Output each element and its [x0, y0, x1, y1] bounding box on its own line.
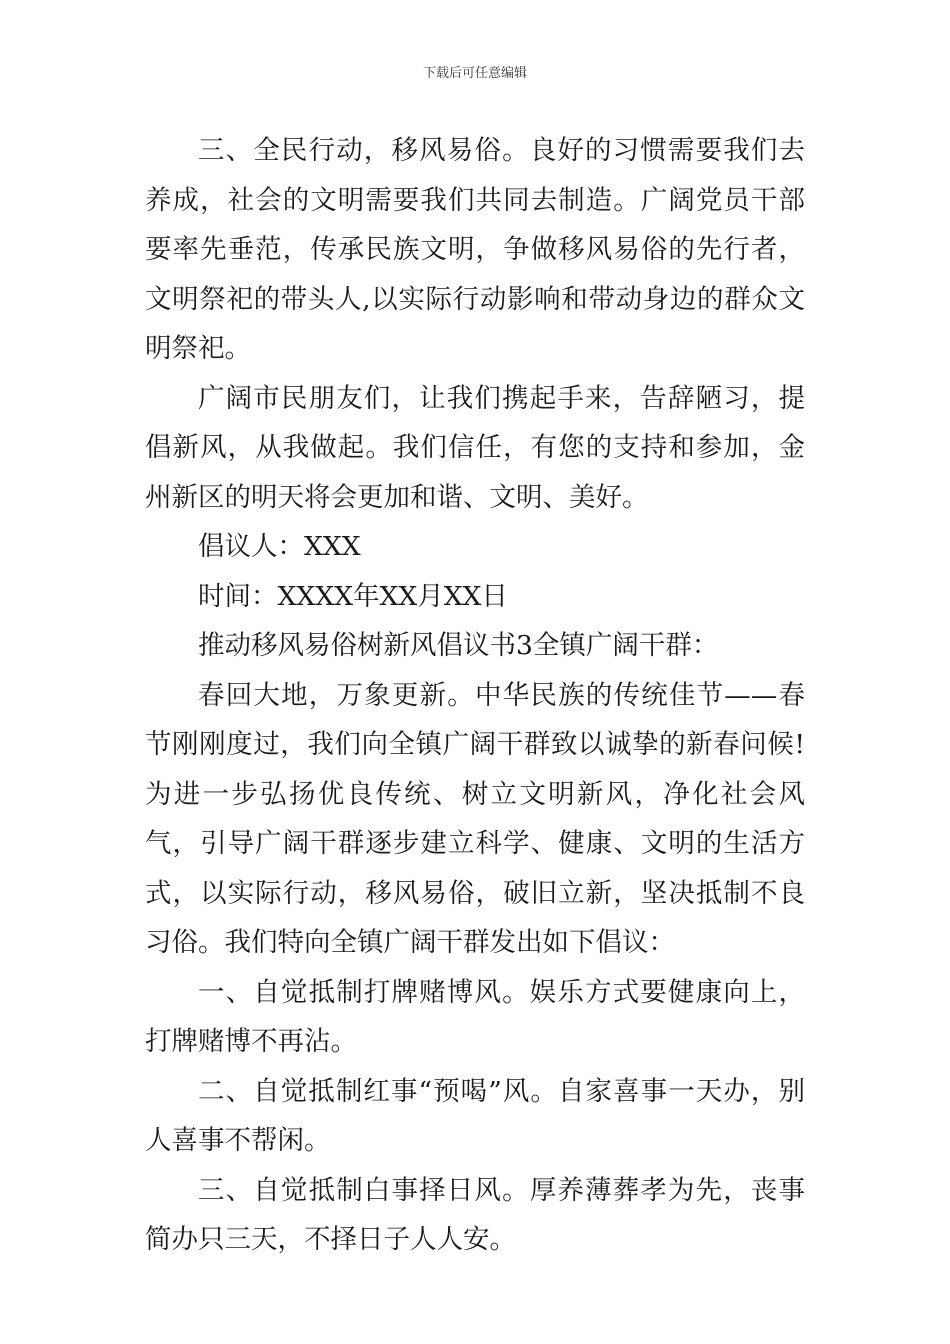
proposal-item-1: 一、自觉抵制打牌赌博风。娱乐方式要健康向上，打牌赌博不再沾。 [145, 976, 805, 1057]
document-body [145, 126, 805, 1265]
proposal-item-2: 二、自觉抵制红事“预喝”风。自家喜事一天办，别人喜事不帮闲。 [145, 1075, 805, 1156]
paragraph-1: 三、全民行动，移风易俗。良好的习惯需要我们去养成，社会的文明需要我们共同去制造。广阔党员干部要率先垂范，传承民族文明，争做移风易俗的先行者，文明祭祀的带头人,以实际行动影响和带动身边的群众文明祭祀。 [145, 135, 805, 364]
page-header: 下载后可任意编辑 [422, 66, 527, 81]
proposal-item-3: 三、自觉抵制白事择日风。厚养薄葬孝为先，丧事简办只三天，不择日子人人安。 [145, 1174, 805, 1255]
paragraph-intro: 春回大地，万象更新。中华民族的传统佳节——春节刚刚度过，我们向全镇广阔干群致以诚挚的新春问候!为进一步弘扬优良传统、树立文明新风，净化社会风气，引导广阔干群逐步建立科学、健康、文明的生活方式，以实际行动，移风易俗，破旧立新，坚决抵制不良习俗。我们特向全镇广阔干群发出如下倡议： [145, 679, 805, 958]
paragraph-2: 广阔市民朋友们，让我们携起手来，告辞陋习，提倡新风，从我做起。我们信任，有您的支持和参加，金州新区的明天将会更加和谐、文明、美好。 [145, 382, 805, 513]
date-line: 时间：XXXX年XX月XX日 [198, 580, 508, 612]
proposal-title: 推动移风易俗树新风倡议书3全镇广阔干群： [198, 630, 719, 661]
initiator-line: 倡议人：XXX [198, 531, 361, 562]
